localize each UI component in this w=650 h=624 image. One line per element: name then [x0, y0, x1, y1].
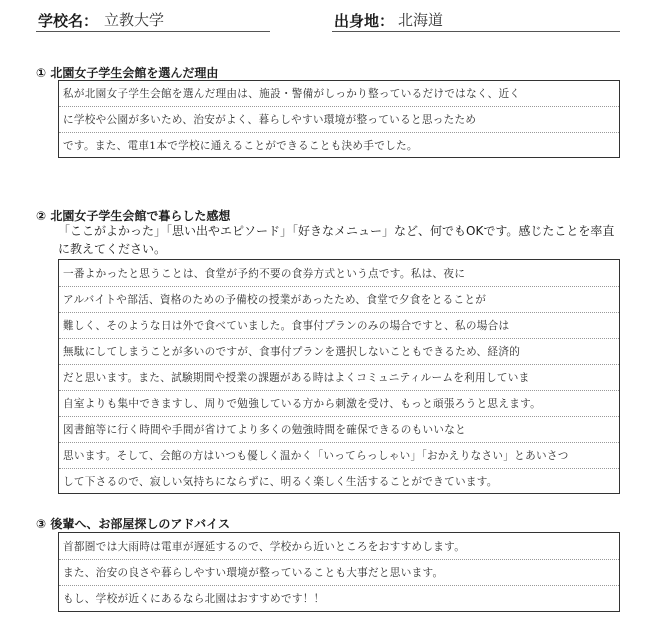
section1-title: ① 北園女子学生会館を選んだ理由	[36, 66, 219, 80]
section1-line-3: です。また、電車1本で学校に通えることができることも決め手でした。	[63, 140, 418, 152]
ruled-line	[59, 286, 619, 287]
section2-line-6: 自室よりも集中できますし、周りで勉強している方から刺激を受け、もっと頑張ろうと思えます。	[63, 398, 542, 410]
ruled-line	[59, 442, 619, 443]
section2-line-4: 無駄にしてしまうことが多いのですが、食事付プランを選択しないこともできるため、経済的	[63, 346, 521, 358]
school-underline	[36, 31, 270, 32]
section2-line-7: 図書館等に行く時間や手間が省けてより多くの勉強時間を確保できるのもいいなと	[63, 424, 467, 436]
ruled-line	[59, 468, 619, 469]
ruled-line	[59, 132, 619, 133]
ruled-line	[59, 559, 619, 560]
ruled-line	[59, 106, 619, 107]
section2-line-9: して下さるので、寂しい気持ちにならずに、明るく楽しく生活することができています。	[63, 476, 498, 488]
section2-line-1: 一番よかったと思うことは、食堂が予約不要の食券方式という点です。私は、夜に	[63, 268, 466, 280]
section2-line-5: だと思います。また、試験期間や授業の課題がある時はよくコミュニティルームを利用していま	[63, 372, 530, 384]
section3-answer-box	[58, 532, 620, 612]
section1-line-2: に学校や公園が多いため、治安がよく、暮らしやすい環境が整っていると思ったため	[63, 114, 477, 126]
section3-title: ③ 後輩へ、お部屋探しのアドバイス	[36, 517, 230, 531]
section2-line-8: 思います。そして、会館の方はいつも優しく温かく「いってらっしゃい」「おかえりなさい」とあいさつ	[63, 450, 569, 462]
ruled-line	[59, 416, 619, 417]
section2-line-2: アルバイトや部活、資格のための予備校の授業があったため、食堂で夕食をとることが	[63, 294, 487, 306]
hometown-underline	[332, 31, 620, 32]
ruled-line	[59, 390, 619, 391]
section1-line-1: 私が北園女子学生会館を選んだ理由は、施設・警備がしっかり整っているだけではなく、近く	[63, 88, 521, 100]
ruled-line	[59, 312, 619, 313]
section2-title: ② 北園女子学生会館で暮らした感想	[36, 209, 231, 223]
ruled-line	[59, 585, 619, 586]
section1-answer-box	[58, 80, 620, 158]
school-label: 学校名：	[38, 12, 99, 30]
section2-answer-box	[58, 259, 620, 494]
ruled-line	[59, 338, 619, 339]
section3-line-2: また、治安の良さや暮らしやすい環境が整っていることも大事だと思います。	[63, 567, 444, 579]
hometown-value: 北海道	[398, 11, 444, 29]
section2-line-3: 難しく、そのような日は外で食べていました。食事付プランのみの場合ですと、私の場合は	[63, 320, 510, 332]
hometown-label: 出身地：	[334, 12, 395, 30]
section3-line-3: もし、学校が近くにあるなら北園はおすすめです！！	[63, 593, 325, 605]
ruled-line	[59, 364, 619, 365]
school-value: 立教大学	[104, 11, 165, 29]
section2-instructions: 「ここがよかった」「思い出やエピソード」「好きなメニュー」など、何でもOKです。感じたことを率直に教えてください。	[58, 224, 615, 256]
section3-line-1: 首都圏では大雨時は電車が遅延するので、学校から近いところをおすすめします。	[63, 541, 466, 553]
